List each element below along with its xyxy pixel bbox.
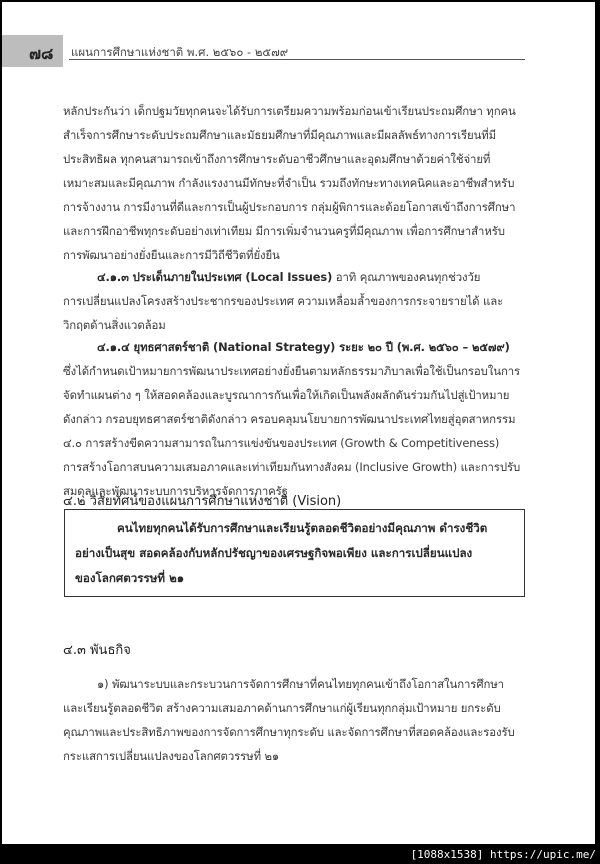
running-header-title: แผนการศึกษาแห่งชาติ พ.ศ. ๒๕๖๐ - ๒๕๗๙ [71, 45, 289, 59]
paragraph-line: การพัฒนาอย่างยั่งยืนและการมีวิถีชีวิตที่ยั่งยืน [63, 248, 280, 262]
mission-item-line: และเรียนรู้ตลอดชีวิต สร้างความเสมอภาคด้านการศึกษาแก่ผู้เรียนทุกกลุ่มเป้าหมาย ยกระดับ [63, 701, 501, 715]
mission-item-line: ๑) พัฒนาระบบและกระบวนการจัดการศึกษาที่คนไทยทุกคนเข้าถึงโอกาสในการศึกษา [97, 677, 504, 691]
paragraph-line: จัดทำแผนต่าง ๆ ให้สอดคล้องและบูรณาการกันเพื่อให้เกิดเป็นพลังผลักดันร่วมกันไปสู่เป้าหมาย [63, 388, 510, 402]
paragraph-line: วิกฤตด้านสิ่งแวดล้อม [63, 318, 166, 332]
paragraph-line: การจ้างงาน การมีงานที่ดีและการเป็นผู้ประกอบการ กลุ่มผู้พิการและด้อยโอกาสเข้าถึงการศึกษา [63, 200, 516, 214]
vision-box [64, 509, 525, 597]
paragraph-line: หลักประกันว่า เด็กปฐมวัยทุกคนจะได้รับการเตรียมความพร้อมก่อนเข้าเรียนประถมศึกษา ทุกคน [63, 104, 516, 118]
paragraph-line: ๔.๐ การสร้างขีดความสามารถในการแข่งขันของประเทศ (Growth & Competitiveness) [63, 436, 500, 450]
subsection-text: อาทิ คุณภาพของคนทุกช่วงวัย [332, 270, 481, 284]
paragraph-line: การเปลี่ยนแปลงโครงสร้างประชากรของประเทศ ความเหลื่อมล้ำของการกระจายรายได้ และ [63, 294, 504, 308]
paragraph-line: การสร้างโอกาสบนความเสมอภาคและเท่าเทียมกันทางสังคม (Inclusive Growth) และการปรับ [63, 460, 521, 474]
paragraph-line: สมดุลและพัฒนาระบบการบริหารจัดการภาครัฐ [63, 484, 288, 498]
header-rule [69, 59, 525, 60]
mission-item-line: กระแสการเปลี่ยนแปลงของโลกศตวรรษที่ ๒๑ [63, 749, 280, 763]
paragraph-line: สำเร็จการศึกษาระดับประถมศึกษาและมัธยมศึกษาที่มีคุณภาพและมีผลลัพธ์ทางการเรียนที่มี [63, 128, 497, 142]
paragraph-line: เหมาะสมและมีคุณภาพ กำลังแรงงานมีทักษะที่จำเป็น รวมถึงทักษะทางเทคนิคและอาชีพสำหรับ [63, 176, 515, 190]
vision-line: ของโลกศตวรรษที่ ๒๑ [75, 571, 185, 585]
subsection-413 [97, 269, 480, 287]
document-page [2, 2, 595, 844]
section-heading-vision: ๔.๒ วิสัยทัศน์ของแผนการศึกษาแห่งชาติ (Vision) [63, 494, 342, 509]
mission-item-line: คุณภาพและประสิทธิภาพของการจัดการศึกษาทุกระดับ และจัดการศึกษาที่สอดคล้องและรองรับ [63, 725, 515, 739]
page-number: ๗๘ [29, 44, 54, 63]
subsection-heading: ๔.๑.๔ ยุทธศาสตร์ชาติ (National Strategy) ระยะ ๒๐ ปี (พ.ศ. ๒๕๖๐ – ๒๕๗๙) [97, 340, 510, 354]
subsection-heading: ๔.๑.๓ ประเด็นภายในประเทศ (Local Issues) [97, 270, 333, 284]
paragraph-line: ดังกล่าว กรอบยุทธศาสตร์ชาติดังกล่าว ครอบคลุมนโยบายการพัฒนาประเทศไทยสู่อุตสาหกรรม [63, 412, 516, 426]
vision-line: คนไทยทุกคนได้รับการศึกษาและเรียนรู้ตลอดชีวิตอย่างมีคุณภาพ ดำรงชีวิต [117, 521, 488, 535]
section-heading-mission: ๔.๓ พันธกิจ [63, 643, 131, 658]
paragraph-line: ซึ่งได้กำหนดเป้าหมายการพัฒนาประเทศอย่างยั่งยืนตามหลักธรรมาภิบาลเพื่อใช้เป็นกรอบในการ [63, 364, 521, 378]
image-host-watermark: [1088x1538] https://upic.me/ [410, 848, 596, 861]
paragraph-line: และการฝึกอาชีพทุกระดับอย่างเท่าเทียม มีการเพิ่มจำนวนครูที่มีคุณภาพ เพื่อการศึกษาสำหรับ [63, 224, 505, 238]
vision-line: อย่างเป็นสุข สอดคล้องกับหลักปรัชญาของเศรษฐกิจพอเพียง และการเปลี่ยนแปลง [75, 546, 473, 560]
paragraph-line: ประสิทธิผล ทุกคนสามารถเข้าถึงการศึกษาระดับอาชีวศึกษาและอุดมศึกษาด้วยค่าใช้จ่ายที่ [63, 152, 491, 166]
